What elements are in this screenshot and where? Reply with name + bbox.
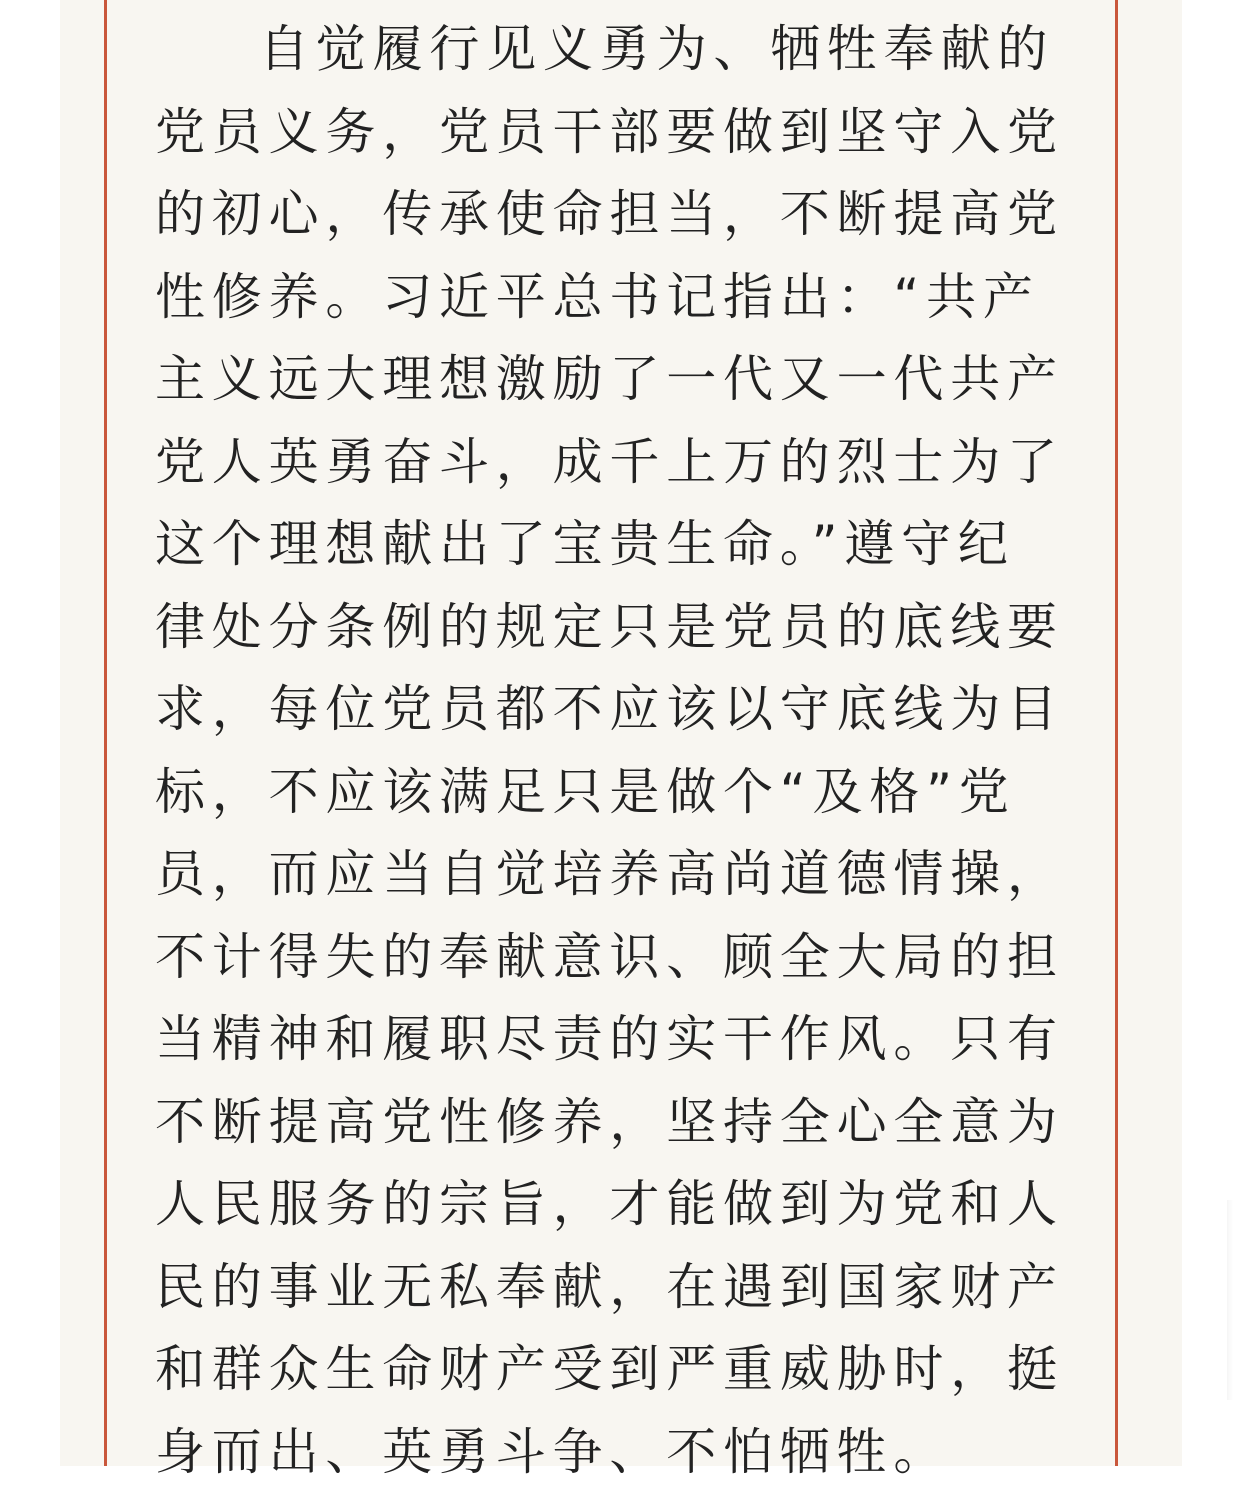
scrollbar[interactable] [1227, 1200, 1233, 1400]
article-paragraph: 自觉履行见义勇为、牺牲奉献的党员义务，党员干部要做到坚守入党的初心，传承使命担当，不断提高党性修养。习近平总书记指出：“共产主义远大理想激励了一代又一代共产党人英勇奋斗，成千上万的烈士为了这个理想献出了宝贵生命。”遵守纪律处分条例的规定只是党员的底线要求，每位党员都不应该以守底线为目标，不应该满足只是做个“及格”党员，而应当自觉培养高尚道德情操，不计得失的奉献意识、顾全大局的担当精神和履职尽责的实干作风。只有不断提高党性修养，坚持全心全意为人民服务的宗旨，才能做到为党和人民的事业无私奉献，在遇到国家财产和群众生命财产受到严重威胁时，挺身而出、英勇斗争、不怕牺牲。 [155, 20, 1064, 1481]
